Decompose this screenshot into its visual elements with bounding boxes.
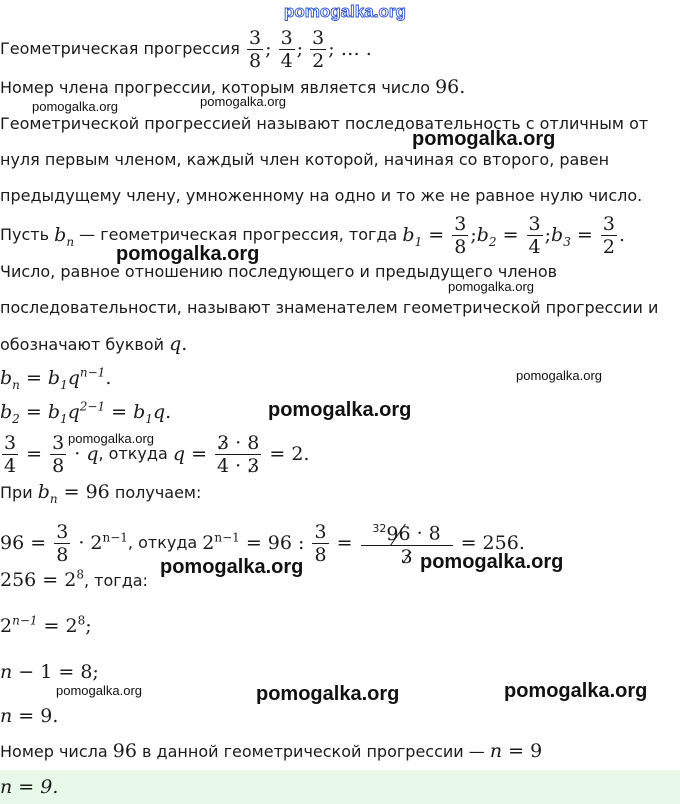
ratio-line-3: обозначают буквой q. [0, 333, 188, 355]
answer-box [0, 770, 680, 804]
conclusion-line: Номер числа 96 в данной геометрической прогрессии — n = 9 [0, 740, 543, 762]
problem-question: Номер члена прогрессии, которым является число [0, 78, 430, 97]
watermark: pomogalka.org [420, 551, 564, 573]
term-3-2: $\frac{3}{2}$ [312, 26, 325, 72]
definition-line-2: нуля первым членом, каждый член которой, начиная со второго, равен [0, 150, 610, 169]
term-3-8: $\frac{3}{8}$ [248, 26, 262, 72]
togda-text: , тогда: [84, 571, 148, 590]
watermark: pomogalka.org [68, 431, 154, 446]
number-96: 96. [435, 76, 466, 98]
let-prefix: Пусть [0, 225, 50, 244]
pri-text: При [0, 483, 33, 502]
watermark: pomogalka.org [56, 683, 142, 698]
watermark: pomogalka.org [256, 683, 400, 705]
watermark: pomogalka.org [160, 556, 304, 578]
ratio-line-2: последовательности, называют знаменателем геометрической прогрессии и [0, 298, 659, 317]
watermark: pomogalka.org [448, 279, 534, 294]
watermark: pomogalka.org [268, 399, 412, 421]
problem-prefix: Геометрическая прогрессия [0, 39, 240, 58]
formula-b2: $b_2 = b_1q^{2-1} = b_1q$. [0, 399, 172, 426]
ratio-line-3-text: обозначают буквой [0, 335, 164, 354]
problem-line-1: Геометрическая прогрессия $\frac{3}{8}$ ; $\frac{3}{4}$ ; $\frac{3}{2}$ ; … . [0, 26, 372, 72]
let-line: Пусть $b_n$ — геометрическая прогрессия, тогда $b_1$ = $\frac{3}{8}$ ; $b_2$ = $\frac{3}{4}$ ; $b_3$ = $\frac{3}{2}$ . [0, 212, 625, 258]
problem-suffix: ; … . [328, 38, 372, 60]
otkuda-1: , откуда [98, 444, 168, 463]
answer-text: n = 9. [0, 776, 59, 798]
pri-line: При $b_n = 96$ получаем: [0, 481, 202, 506]
watermark-top: pomogalka.org [284, 2, 406, 21]
watermark: pomogalka.org [32, 99, 118, 114]
note-32: 32 [372, 522, 387, 536]
watermark: pomogalka.org [412, 128, 556, 150]
poluchaem-text: получаем: [114, 483, 202, 502]
conclusion-prefix: Номер числа [0, 742, 108, 761]
formula-q: $\frac{3}{4}$ = $\frac{3}{8}$ · q , откуда q = $\frac{3 \cdot 8}{4 \cdot 3}$ = 2. [4, 431, 310, 477]
conclusion-number: 96 [112, 740, 137, 762]
let-middle: — геометрическая прогрессия, тогда [79, 225, 398, 244]
conclusion-middle: в данной геометрической прогрессии — [142, 742, 485, 761]
formula-bn: $b_n = b_1q^{n-1}$. [0, 365, 112, 392]
otkuda-2: , откуда [127, 533, 198, 552]
formula-n-minus-1: n − 1 = 8; [0, 661, 99, 683]
definition-line-3: предыдущему члену, умноженному на одно и то же не равное нулю число. [0, 186, 643, 205]
formula-exp: $2^{n-1} = 2^8$; [0, 613, 92, 637]
term-3-4: $\frac{3}{4}$ [280, 26, 293, 72]
formula-256: $256 = 2^8$, тогда: [0, 567, 148, 591]
watermark: pomogalka.org [200, 94, 286, 109]
watermark: pomogalka.org [116, 243, 260, 265]
definition-line-1: Геометрической прогрессией называют последовательность с отличным от [0, 114, 649, 133]
ratio-line-1: Число, равное отношению последующего и предыдущего членов [0, 262, 558, 281]
watermark: pomogalka.org [516, 368, 602, 383]
formula-n: n = 9. [0, 705, 59, 727]
watermark: pomogalka.org [504, 680, 648, 702]
formula-96: 96 = $\frac{3}{8}$ · $2^{n-1}$ , откуда $2^{n-1} = 96$ : $\frac{3}{8}$ = $\frac{^{32}96 \cdot 8}{3}$ = 256. [0, 516, 525, 570]
